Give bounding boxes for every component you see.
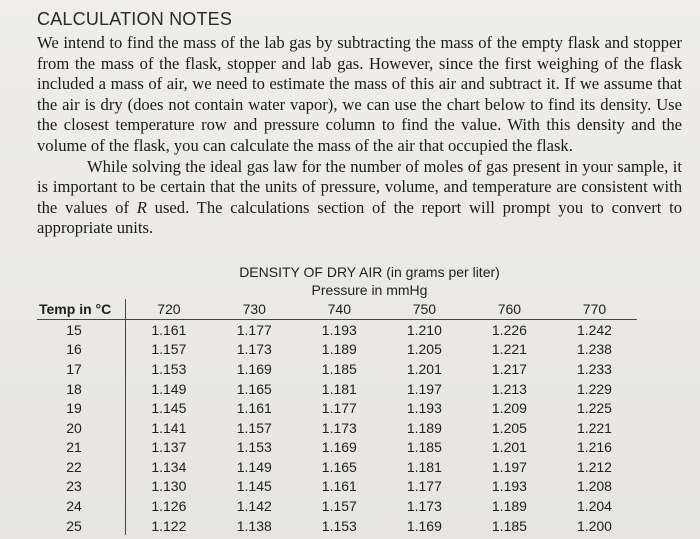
density-cell: 1.226 [491, 321, 527, 338]
density-cell: 1.138 [236, 517, 272, 534]
temp-cell: 15 [37, 319, 126, 339]
density-table [37, 299, 637, 536]
density-cell: 1.141 [151, 419, 187, 436]
density-cell: 1.193 [321, 321, 357, 338]
density-cell: 1.161 [236, 400, 272, 417]
density-cell: 1.238 [576, 341, 612, 358]
density-cell: 1.126 [151, 498, 187, 515]
table-row [37, 496, 637, 516]
table-title: DENSITY OF DRY AIR (in grams per liter) [239, 263, 500, 280]
pressure-column-header: 750 [382, 299, 467, 320]
table-row [37, 340, 637, 360]
density-cell: 1.181 [406, 458, 442, 475]
table-row [37, 398, 637, 418]
density-cell: 1.145 [151, 400, 187, 417]
density-cell: 1.173 [321, 419, 357, 436]
density-cell: 1.197 [491, 458, 527, 475]
density-cell: 1.177 [321, 400, 357, 417]
density-cell: 1.217 [491, 360, 527, 377]
density-cell: 1.201 [491, 439, 527, 456]
density-cell: 1.204 [576, 498, 612, 515]
density-cell: 1.177 [236, 321, 272, 338]
density-cell: 1.213 [491, 380, 527, 397]
density-cell: 1.205 [491, 419, 527, 436]
temp-cell: 24 [37, 496, 126, 516]
density-cell: 1.169 [236, 360, 272, 377]
density-cell: 1.177 [406, 478, 442, 495]
density-cell: 1.200 [576, 517, 612, 534]
pressure-column-header: 760 [467, 299, 552, 320]
density-cell: 1.161 [151, 321, 187, 338]
density-cell: 1.233 [576, 360, 612, 377]
table-row [37, 418, 637, 438]
density-cell: 1.201 [406, 360, 442, 377]
table-subtitle: Pressure in mmHg [311, 281, 428, 298]
density-cell: 1.189 [491, 498, 527, 515]
temp-cell: 17 [37, 359, 126, 379]
density-cell: 1.153 [321, 517, 357, 534]
table-row [37, 457, 637, 477]
density-cell: 1.169 [321, 439, 357, 456]
table-header-row [37, 299, 637, 320]
density-cell: 1.225 [576, 400, 612, 417]
density-cell: 1.216 [576, 439, 612, 456]
density-cell: 1.193 [491, 478, 527, 495]
pressure-column-header: 740 [297, 299, 382, 320]
density-cell: 1.189 [321, 341, 357, 358]
density-cell: 1.122 [151, 517, 187, 534]
density-cell: 1.209 [491, 400, 527, 417]
density-cell: 1.210 [406, 321, 442, 338]
density-cell: 1.153 [236, 439, 272, 456]
density-cell: 1.149 [236, 458, 272, 475]
section-heading: CALCULATION NOTES [37, 9, 233, 29]
density-cell: 1.193 [406, 400, 442, 417]
pressure-column-header: 770 [552, 299, 637, 320]
density-cell: 1.185 [406, 439, 442, 456]
temp-cell: 21 [37, 438, 126, 458]
table-row [37, 359, 637, 379]
density-cell: 1.161 [321, 478, 357, 495]
pressure-column-header: 720 [126, 299, 212, 320]
temp-cell: 25 [37, 516, 126, 536]
density-cell: 1.134 [151, 458, 187, 475]
table-body [37, 319, 637, 535]
density-cell: 1.153 [151, 360, 187, 377]
table-row [37, 379, 637, 399]
density-cell: 1.181 [321, 380, 357, 397]
paragraph-text-after: used. The calculations section of the report will prompt you to convert to appropriate units. [37, 197, 682, 238]
temp-cell: 20 [37, 418, 126, 438]
density-cell: 1.173 [406, 498, 442, 515]
density-cell: 1.142 [236, 498, 272, 515]
density-cell: 1.185 [491, 517, 527, 534]
gas-constant-symbol: R [136, 197, 147, 217]
table-row [37, 516, 637, 536]
temp-cell: 19 [37, 398, 126, 418]
density-cell: 1.149 [151, 380, 187, 397]
density-cell: 1.229 [576, 380, 612, 397]
density-cell: 1.165 [236, 380, 272, 397]
temp-column-header: Temp in °C [37, 299, 126, 320]
paragraph-ideal-gas-law [37, 157, 682, 239]
density-cell: 1.221 [576, 419, 612, 436]
table-row [37, 319, 637, 339]
density-cell: 1.137 [151, 439, 187, 456]
density-cell: 1.197 [406, 380, 442, 397]
density-cell: 1.173 [236, 341, 272, 358]
density-cell: 1.212 [576, 458, 612, 475]
density-cell: 1.205 [406, 341, 442, 358]
temp-cell: 16 [37, 340, 126, 360]
paragraph-mass-of-air: We intend to find the mass of the lab gas by subtracting the mass of the empty flask and stopper from the mass of the flask, stopper and lab gas. However, since the first weighing of the flask included a mass of air, we need to estimate the mass of this air and subtract it. If we assume that the air is dry (does not contain water vapor), we can use the chart below to find its density. Use the closest temperature row and pressure column to find the value. With this density and the volume of the flask, you can calculate the mass of the air that occupied the flask. [37, 33, 682, 155]
density-cell: 1.221 [491, 341, 527, 358]
density-cell: 1.145 [236, 478, 272, 495]
density-cell: 1.208 [576, 478, 612, 495]
table-row [37, 477, 637, 497]
density-cell: 1.130 [151, 478, 187, 495]
paragraph-text-before: While solving the ideal gas law for the number of moles of gas present in your sample, it is important to be certain that the units of pressure, volume, and temperature are consistent with the values of [37, 156, 682, 217]
density-cell: 1.157 [236, 419, 272, 436]
table-row [37, 438, 637, 458]
temp-cell: 22 [37, 457, 126, 477]
density-cell: 1.189 [406, 419, 442, 436]
pressure-column-header: 730 [212, 299, 297, 320]
density-cell: 1.242 [576, 321, 612, 338]
density-cell: 1.185 [321, 360, 357, 377]
density-cell: 1.157 [151, 341, 187, 358]
temp-cell: 23 [37, 477, 126, 497]
density-cell: 1.169 [406, 517, 442, 534]
density-cell: 1.157 [321, 498, 357, 515]
density-cell: 1.165 [321, 458, 357, 475]
temp-cell: 18 [37, 379, 126, 399]
